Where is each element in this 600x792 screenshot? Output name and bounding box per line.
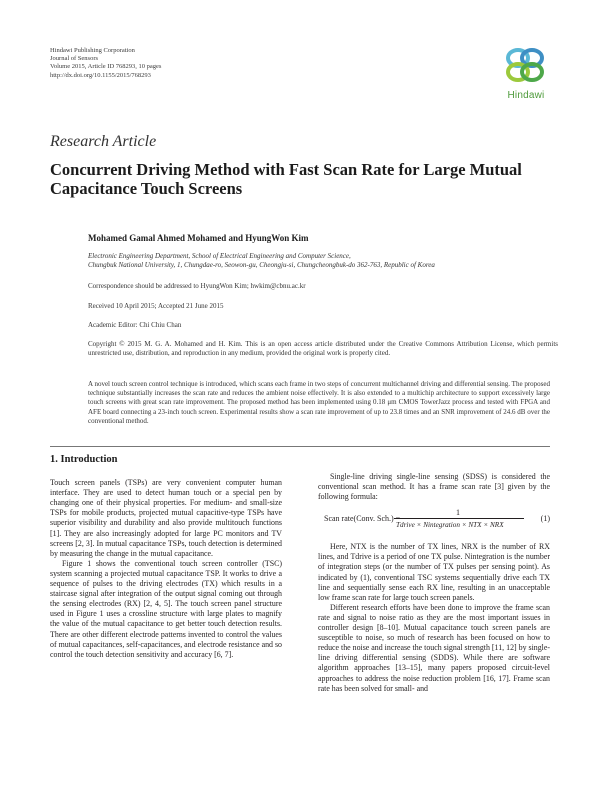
volume-info: Volume 2015, Article ID 768293, 10 pages <box>50 63 162 71</box>
section-label: Research Article <box>50 133 157 150</box>
affiliation-line-1: Electronic Engineering Department, School of Electrical Engineering and Computer Science, <box>88 252 351 260</box>
logo-text: Hindawi <box>507 90 545 101</box>
journal-name: Journal of Sensors <box>50 55 99 63</box>
left-column <box>50 455 282 660</box>
abstract: A novel touch screen control technique is introduced, which scans each frame in two steps of concurrent multichannel driving and differential sensing. The proposed technique substantially increases the scan rate and reduces the ambient noise effectively. It is also extended to a multichip architecture to support excessively large touch screens with great scan rate improvement. The proposed method has been implemented using 0.18 μm CMOS TowerJazz process and tested with FPGA and AFE board connecting a 23-inch touch screen. Experimental results show a scan rate improvement of up to 23.8 times and an SNR improvement of 24.6 dB over the conventional method. <box>88 380 550 425</box>
publisher: Hindawi Publishing Corporation <box>50 47 135 54</box>
hindawi-logo <box>494 44 556 106</box>
correspondence: Correspondence should be addressed to HyungWon Kim; hwkim@cbnu.ac.kr <box>88 282 306 290</box>
paragraph: Single-line driving single-line sensing (SDSS) is considered the conventional scan method. It has a frame scan rate [3] given by the following formula: <box>318 472 550 502</box>
received-accepted-dates: Received 10 April 2015; Accepted 21 June 2015 <box>88 302 224 310</box>
equation-number: (1) <box>540 514 550 524</box>
publication-info <box>50 47 161 80</box>
hindawi-rings-icon <box>494 44 556 90</box>
paragraph: Different research efforts have been done to improve the frame scan rate and signal to noise ratio as they are the most important issues in controller design [8–10]. Mutual capacitance touch screen panels are susceptible to noise, so much of research has been focused on how to reduce the noise and increase the touch signal strength [11, 12] by single-line driving differential sensing (SDDS). While there are software algorithm approaches [13–15], many papers proposed circuit-level approaches to address the noise reduction problem [16, 17]. Frame scan rate has been solved for small- and <box>318 602 550 693</box>
divider <box>50 446 550 447</box>
fraction-bar <box>394 518 524 519</box>
equation-1 <box>318 508 550 534</box>
equation-numerator: 1 <box>456 508 460 518</box>
equation-denominator: Tdrive × Nintegration × NTX × NRX <box>396 521 504 530</box>
right-column <box>318 472 550 694</box>
paragraph: Figure 1 shows the conventional touch screen controller (TSC) system scanning a projected mutual capacitance TSP. It works to drive a sequence of pulses to the driving electrodes (TX) which results in a staircase signal after integration of the output signal coming out through the sensing electrodes (RX) [2, 4, 5]. The touch screen panel structure used in Figure 1 uses a crossline structure with large plates to magnify the value of the mutual capacitance to get better touch detection results. There are other different electrode patterns invented to control the values of mutual capacitances, self-capacitances, and electrode resistance and so control the touch detection sensitivity and accuracy [6, 7]. <box>50 558 282 659</box>
academic-editor: Academic Editor: Chi Chiu Chan <box>88 321 182 329</box>
equation-lhs: Scan rate(Conv. Sch.) = <box>324 514 401 524</box>
article-title: Concurrent Driving Method with Fast Scan Rate for Large Mutual Capacitance Touch Screens <box>50 160 522 198</box>
affiliation-line-2: Chungbuk National University, 1, Chungdae-ro, Seowon-gu, Cheongju-si, Chungcheongbuk-do 362-763, Republic of Korea <box>88 261 435 270</box>
copyright-notice: Copyright © 2015 M. G. A. Mohamed and H. Kim. This is an open access article distributed under the Creative Commons Attribution License, which permits unrestricted use, distribution, and reproduction in any medium, provided the original work is properly cited. <box>88 340 558 358</box>
affiliation <box>88 252 558 271</box>
paragraph: Touch screen panels (TSPs) are very convenient computer human interface. They are used to detect human touch or a special pen by changing one of their physical properties. For medium- and small-size TSPs for mobile products, projected mutual capacitive-type TSPs have superior visibility and durability and also provide multitouch functions [1]. They are also increasingly adopted for large PC monitors and TV screens [2, 3]. In mutual capacitance TSPs, touch detection is determined by measuring the change in the mutual capacitance. <box>50 478 282 558</box>
doi-link[interactable]: http://dx.doi.org/10.1155/2015/768293 <box>50 71 151 79</box>
section-heading-introduction: 1. Introduction <box>50 454 118 465</box>
paragraph: Here, NTX is the number of TX lines, NRX is the number of RX lines, and Tdrive is a period of one TX pulse. Nintegration is the number of integration steps (or the number of TX pulses per sensing point). As indicated by (1), conventional TSC systems sequentially drive each TX line and sequentially sense each RX line, resulting in an unacceptable low frame scan rate for large touch screen panels. <box>318 542 550 602</box>
author-list: Mohamed Gamal Ahmed Mohamed and HyungWon Kim <box>88 233 309 243</box>
